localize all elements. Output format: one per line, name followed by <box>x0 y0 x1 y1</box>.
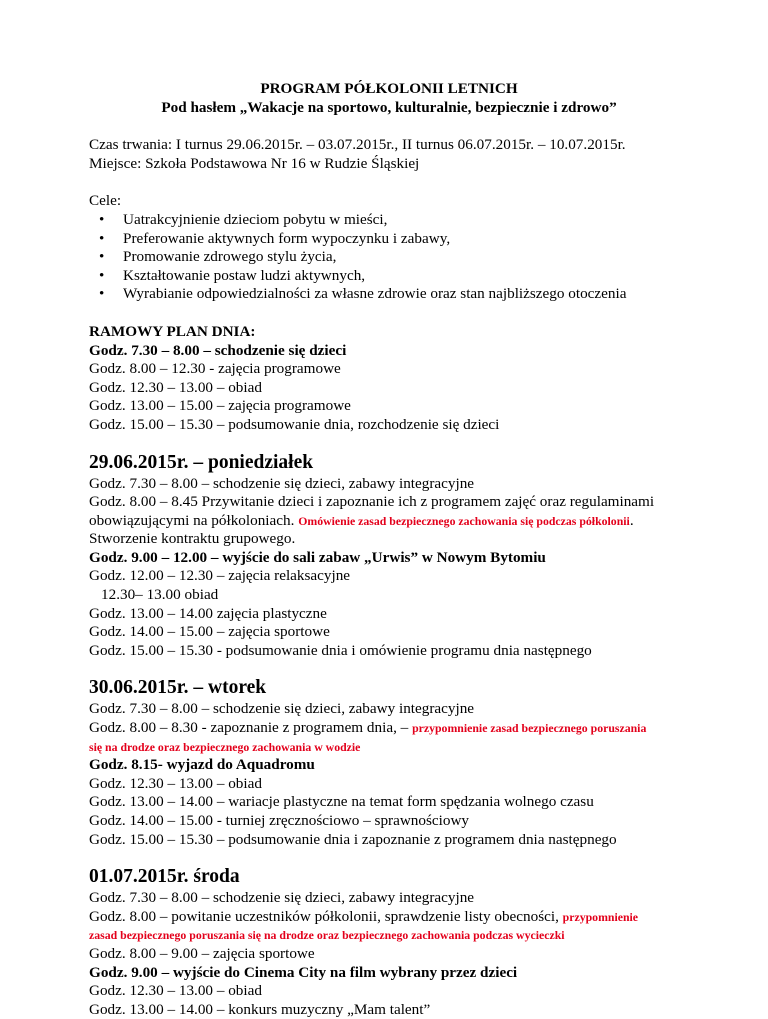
day-heading: 29.06.2015r. – poniedziałek <box>89 451 314 473</box>
schedule-line: Godz. 8.00 – 8.30 - zapoznanie z programem dnia, – przypomnienie zasad bezpiecznego poruszania <box>89 719 647 737</box>
schedule-line: Godz. 12.00 – 12.30 – zajęcia relaksacyjne <box>89 567 351 585</box>
safety-note: zasad bezpiecznego poruszania się na drodze oraz bezpiecznego zachowania podczas wycieczki <box>89 928 565 943</box>
safety-note: Omówienie zasad bezpiecznego zachowania się podczas półkolonii <box>298 513 630 528</box>
goals-label: Cele: <box>89 192 122 210</box>
safety-note: się na drodze oraz bezpiecznego zachowania w wodzie <box>89 739 361 754</box>
schedule-line: obowiązującymi na półkoloniach. Omówienie zasad bezpiecznego zachowania się podczas półkolonii. <box>89 511 634 529</box>
schedule-line: Godz. 7.30 – 8.00 – schodzenie się dzieci, zabawy integracyjne <box>89 889 475 907</box>
bullet-icon: • <box>99 285 105 303</box>
schedule-line: Godz. 14.00 – 15.00 – zajęcia sportowe <box>89 623 330 641</box>
list-item: • Preferowanie aktywnych form wypoczynku i zabawy, <box>99 229 451 247</box>
frame-plan-line: Godz. 8.00 – 12.30 - zajęcia programowe <box>89 360 341 378</box>
schedule-line: Godz. 12.30 – 13.00 – obiad <box>89 982 262 1000</box>
frame-plan-line: Godz. 15.00 – 15.30 – podsumowanie dnia, rozchodzenie się dzieci <box>89 415 500 433</box>
frame-plan-title: RAMOWY PLAN DNIA: <box>89 322 256 340</box>
safety-note: przypomnienie zasad bezpiecznego poruszania <box>412 721 647 736</box>
day-heading: 30.06.2015r. – wtorek <box>89 677 267 699</box>
frame-plan-line: Godz. 12.30 – 13.00 – obiad <box>89 378 262 396</box>
schedule-line: Godz. 9.00 – 12.00 – wyjście do sali zabaw „Urwis” w Nowym Bytomiu <box>89 548 546 566</box>
schedule-line: Godz. 15.00 – 15.30 - podsumowanie dnia i omówienie programu dnia następnego <box>89 641 592 659</box>
frame-plan-line: Godz. 7.30 – 8.00 – schodzenie się dzieci <box>89 341 347 359</box>
list-item: • Kształtowanie postaw ludzi aktywnych, <box>99 266 366 284</box>
list-item: • Uatrakcyjnienie dzieciom pobytu w mieści, <box>99 210 388 228</box>
schedule-line: Godz. 8.00 – powitanie uczestników półkolonii, sprawdzenie listy obecności, przypomnienie <box>89 907 639 925</box>
schedule-line: Godz. 12.30 – 13.00 – obiad <box>89 774 262 792</box>
safety-note: przypomnienie <box>562 909 639 924</box>
schedule-line: Stworzenie kontraktu grupowego. <box>89 530 296 548</box>
schedule-line: Godz. 9.00 – wyjście do Cinema City na film wybrany przez dzieci <box>89 963 518 981</box>
list-item: • Promowanie zdrowego stylu życia, <box>99 248 337 266</box>
day-heading: 01.07.2015r. środa <box>89 866 240 888</box>
schedule-line: Godz. 14.00 – 15.00 - turniej zręcznościowo – sprawnościowy <box>89 812 470 829</box>
schedule-line: Godz. 7.30 – 8.00 – schodzenie się dzieci, zabawy integracyjne <box>89 474 475 492</box>
schedule-line: Godz. 13.00 – 14.00 – konkurs muzyczny „Mam talent” <box>89 1000 431 1018</box>
duration-text: Czas trwania: I turnus 29.06.2015r. – 03.07.2015r., II turnus 06.07.2015r. – 10.07.2015r. <box>89 136 626 154</box>
bullet-icon: • <box>99 229 105 247</box>
bullet-icon: • <box>99 248 105 266</box>
schedule-line: Godz. 8.00 – 9.00 – zajęcia sportowe <box>89 944 315 962</box>
bullet-icon: • <box>99 210 105 228</box>
schedule-line: Godz. 8.15- wyjazd do Aquadromu <box>89 756 315 774</box>
schedule-line: Godz. 15.00 – 15.30 – podsumowanie dnia i zapoznanie z programem dnia następnego <box>89 830 617 848</box>
document-subtitle: Pod hasłem „Wakacje na sportowo, kulturalnie, bezpiecznie i zdrowo” <box>161 98 617 116</box>
frame-plan-line: Godz. 13.00 – 15.00 – zajęcia programowe <box>89 397 351 415</box>
goals-list <box>89 211 689 304</box>
schedule-line: Godz. 8.00 – 8.45 Przywitanie dzieci i zapoznanie ich z programem zajęć oraz regulaminami <box>89 493 655 511</box>
list-item: • Wyrabianie odpowiedzialności za własne zdrowie oraz stan najbliższego otoczenia <box>99 285 627 303</box>
bullet-icon: • <box>99 266 105 284</box>
schedule-line: 12.30– 13.00 obiad <box>101 586 219 604</box>
schedule-line: Godz. 13.00 – 14.00 zajęcia plastyczne <box>89 604 327 622</box>
schedule-line: Godz. 13.00 – 14.00 – wariacje plastyczne na temat form spędzania wolnego czasu <box>89 793 594 811</box>
schedule-line: Godz. 7.30 – 8.00 – schodzenie się dzieci, zabawy integracyjne <box>89 700 475 718</box>
document-page <box>89 80 689 1019</box>
place-text: Miejsce: Szkoła Podstawowa Nr 16 w Rudzie Śląskiej <box>89 154 420 172</box>
document-title: PROGRAM PÓŁKOLONII LETNICH <box>260 80 518 97</box>
